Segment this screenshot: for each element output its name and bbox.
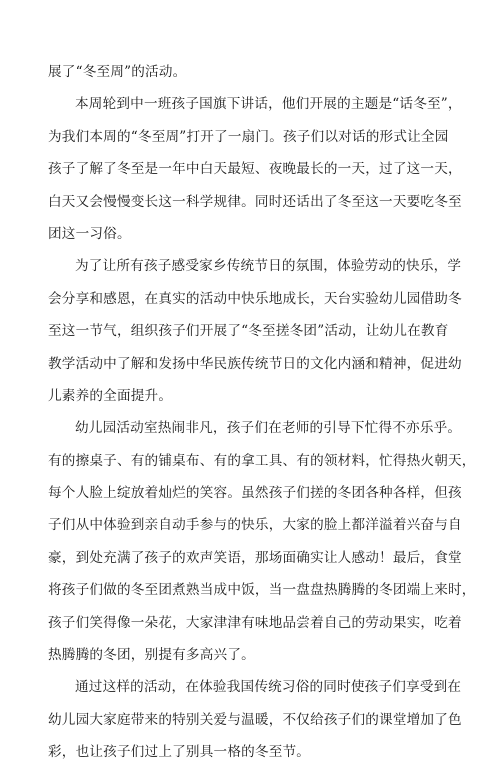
- text-line: 至这一节气，组织孩子们开展了“冬至搓冬团”活动，让幼儿在教育: [48, 323, 449, 340]
- text-line: 会分享和感恩，在真实的活动中快乐地成长，天台实验幼儿园借助冬: [48, 290, 462, 307]
- text-line: 热腾腾的冬团，别提有多高兴了。: [48, 647, 255, 664]
- text-line: 教学活动中了解和发扬中华民族传统节日的文化内涵和精神，促进幼: [48, 355, 462, 372]
- paragraph-first-line: 为了让所有孩子感受家乡传统节日的氛围，体验劳动的快乐，学: [75, 258, 462, 275]
- text-line: 有的擦桌子、有的铺桌布、有的拿工具、有的领材料，忙得热火朝天，: [48, 452, 476, 469]
- text-line: 幼儿园大家庭带来的特别关爱与温暖，不仅给孩子们的课堂增加了色: [48, 711, 462, 728]
- text-line: 子们从中体验到亲自动手参与的快乐，大家的脸上都洋溢着兴奋与自: [48, 517, 462, 534]
- text-line: 白天又会慢慢变长这一科学规律。同时还话出了冬至这一天要吃冬至: [48, 193, 462, 210]
- text-line: 为我们本周的“冬至周”打开了一扇门。孩子们以对话的形式让全园: [48, 128, 449, 145]
- text-line: 孩子们笑得像一朵花，大家津津有味地品尝着自己的劳动果实，吃着: [48, 614, 462, 631]
- text-line: 孩子了解了冬至是一年中白天最短、夜晚最长的一天，过了这一天，: [48, 161, 462, 178]
- text-line: 彩，也让孩子们过上了别具一格的冬至节。: [48, 744, 311, 761]
- paragraph-first-line: 本周轮到中一班孩子国旗下讲话，他们开展的主题是“话冬至”，: [75, 96, 462, 113]
- text-line: 将孩子们做的冬至团煮熟当成中饭，当一盘盘热腾腾的冬团端上来时，: [48, 582, 476, 599]
- paragraph-first-line: 通过这样的活动，在体验我国传统习俗的同时使孩子们享受到在: [75, 679, 462, 696]
- text-line: 每个人脸上绽放着灿烂的笑容。虽然孩子们搓的冬团各种各样，但孩: [48, 485, 462, 502]
- text-line: 豪，到处充满了孩子的欢声笑语，那场面确实让人感动！最后，食堂: [48, 549, 462, 566]
- text-line: 展了“冬至周”的活动。: [48, 64, 187, 80]
- document-body: [48, 56, 476, 769]
- text-line: 儿素养的全面提升。: [48, 387, 173, 404]
- text-line: 团这一习俗。: [48, 225, 131, 242]
- paragraph-first-line: 幼儿园活动室热闹非凡，孩子们在老师的引导下忙得不亦乐乎。: [75, 420, 462, 437]
